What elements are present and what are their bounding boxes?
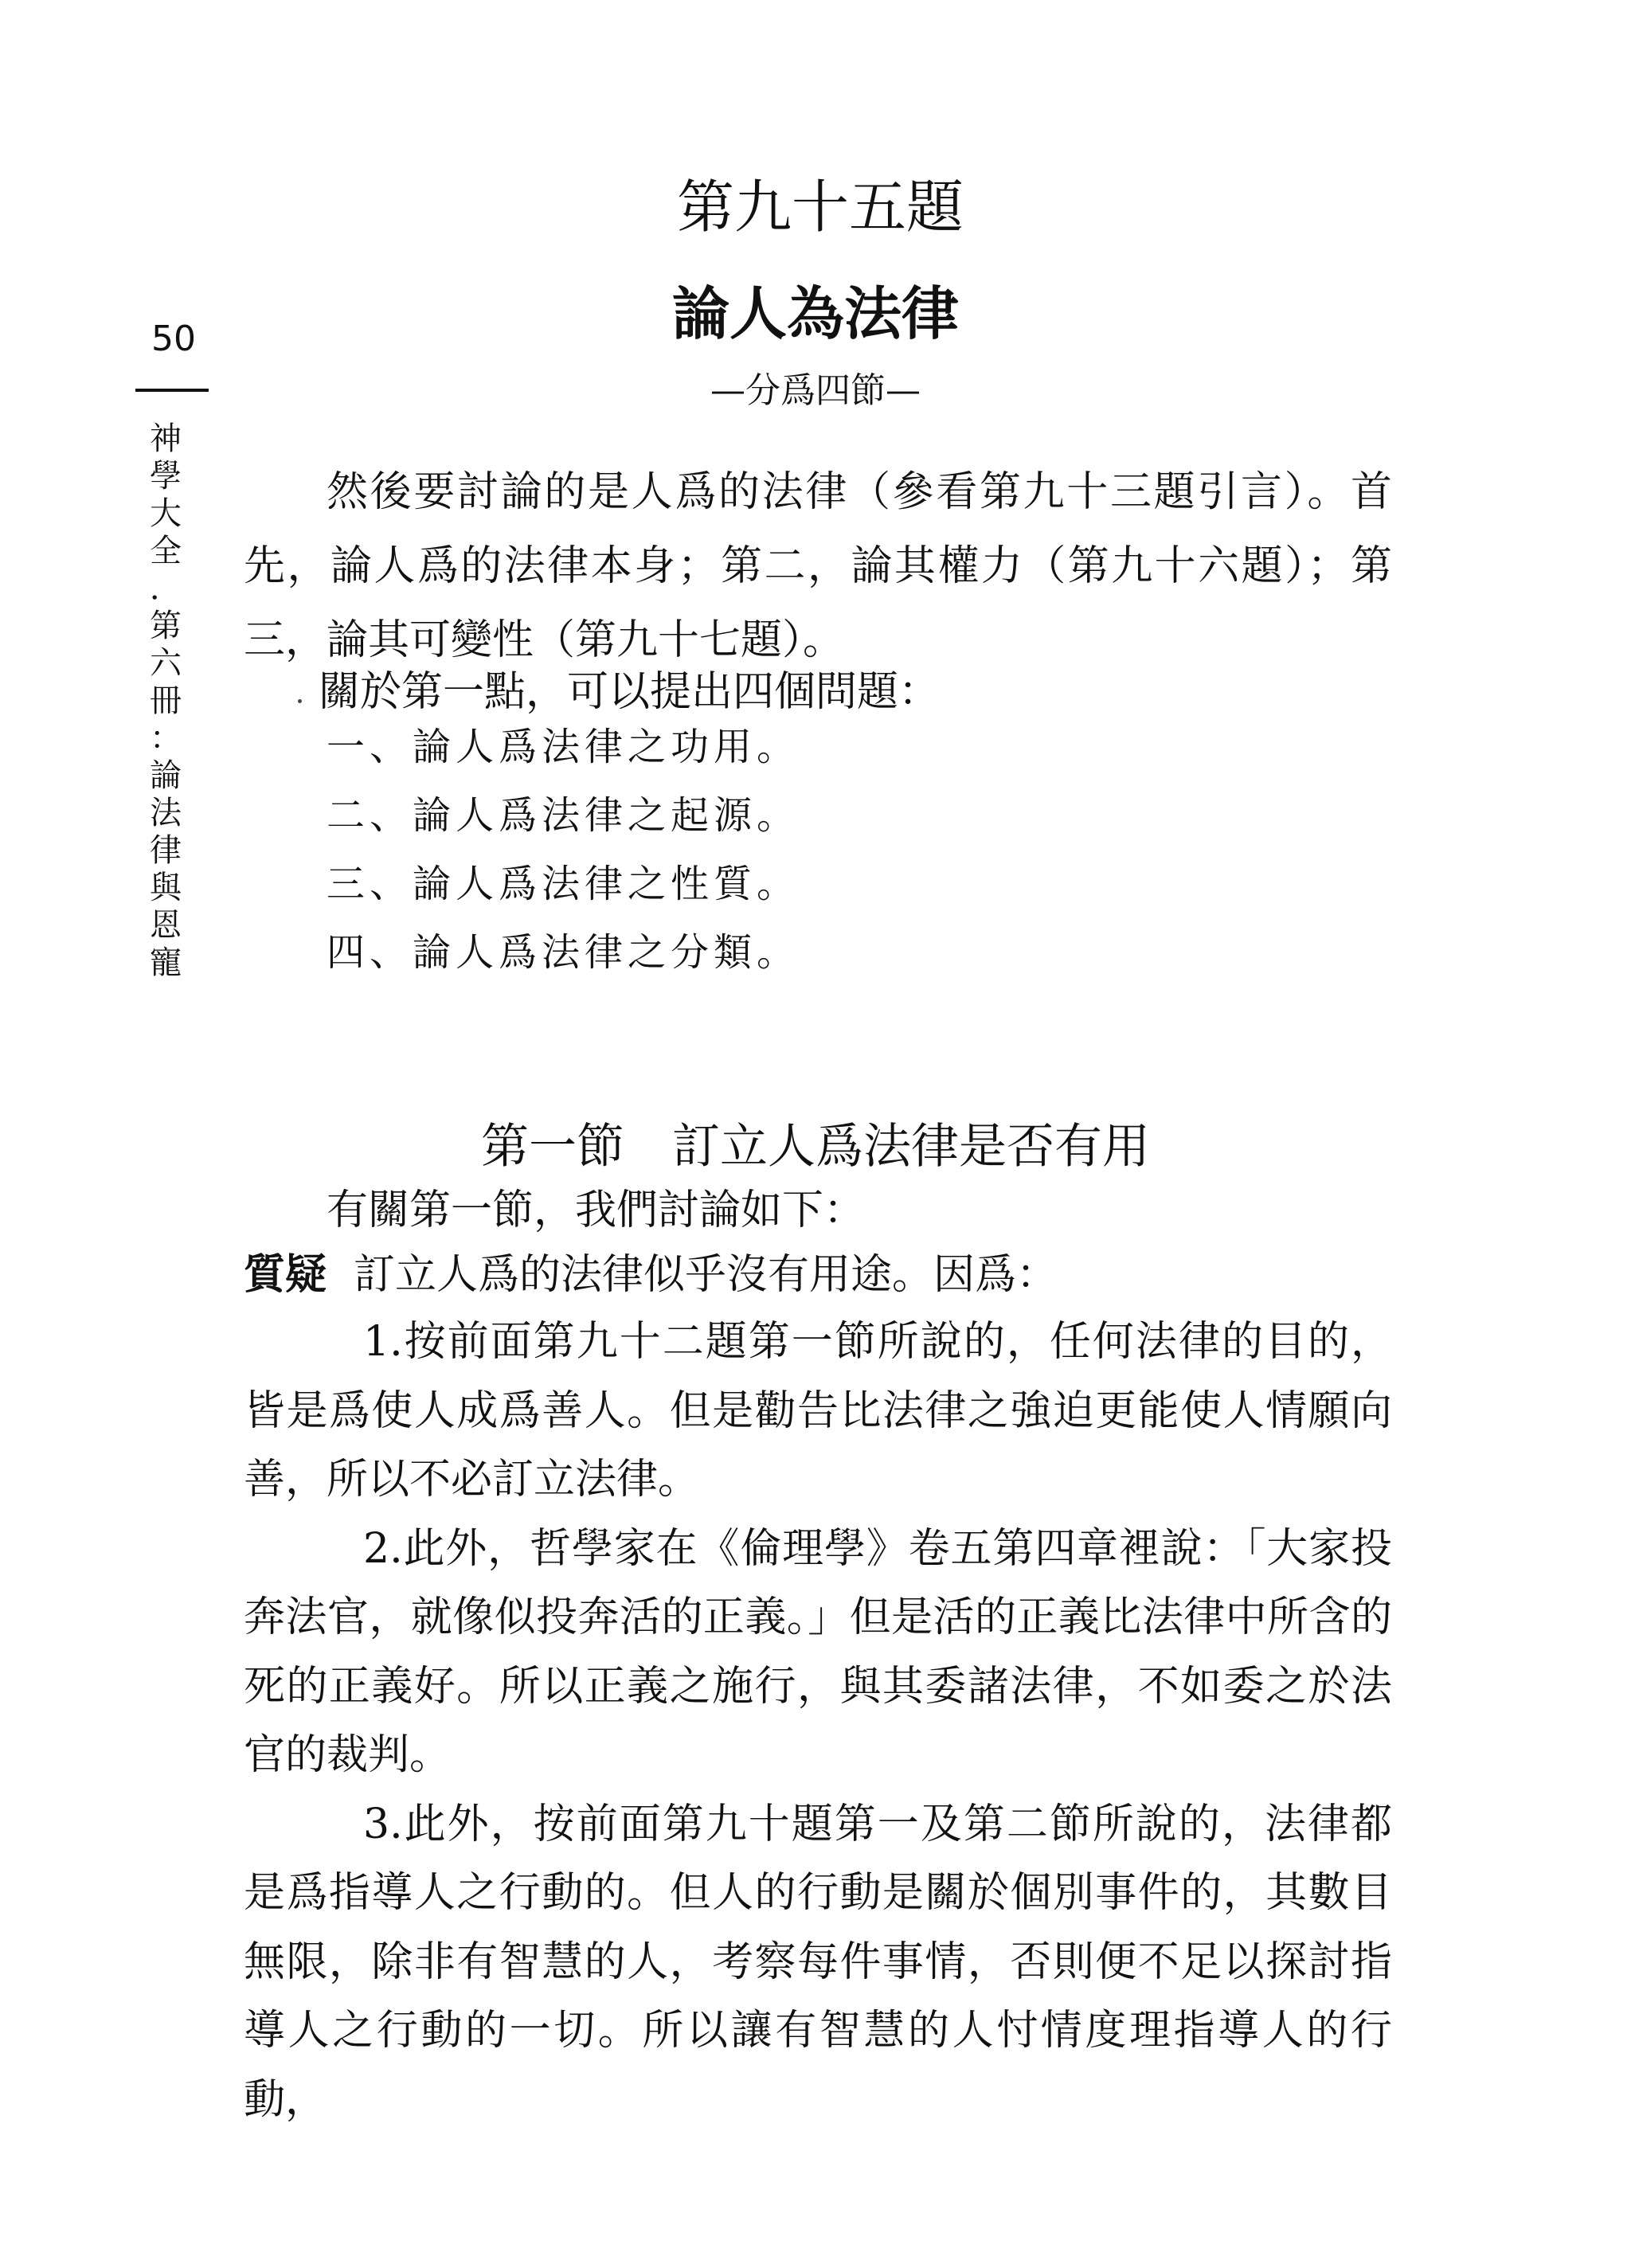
list-item: 二、論人爲法律之起源。: [327, 793, 800, 838]
question-number: 第九十五題: [676, 174, 964, 240]
intro-lead: 關於第一點，可以提出四個問題：: [319, 668, 941, 716]
points-list: [327, 713, 800, 987]
running-title-char: 恩: [150, 907, 182, 944]
running-title-char: 論: [150, 757, 182, 794]
list-item: 四、論人爲法律之分類。: [327, 930, 800, 975]
running-title-char: ：: [150, 720, 182, 757]
running-title-char: 學: [150, 458, 182, 495]
running-title-char: 六: [150, 645, 182, 682]
division-note: —分爲四節—: [710, 370, 921, 411]
article-title: 第一節 訂立人爲法律是否有用: [481, 1119, 1150, 1175]
running-title-char: 律: [150, 832, 182, 869]
print-speck: [298, 699, 302, 703]
article-intro: 有關第一節，我們討論如下：: [327, 1187, 866, 1234]
running-title-char: 與: [150, 870, 182, 906]
objection-paragraph: 1.按前面第九十二題第一節所說的，任何法律的目的，皆是爲使人成爲善人。但是勸告比法律之強迫更能使人情願向善，所以不必訂立法律。: [244, 1318, 1392, 1504]
page-number: 50: [151, 319, 196, 359]
running-title-char: 大: [150, 495, 182, 532]
objection-paragraph: 2.此外，哲學家在《倫理學》卷五第四章裡說：「大家投奔法官，就像似投奔活的正義。」但是活的正義比法律中所含的死的正義好。所以正義之施行，與其委諸法律，不如委之於法官的裁判。: [244, 1524, 1392, 1779]
question-title: 論人為法律: [671, 280, 959, 347]
running-title-char: 第: [150, 608, 182, 644]
running-title-char: 寵: [150, 944, 182, 981]
objection-text: 訂立人爲的法律似乎沒有用途。因爲：: [354, 1251, 1058, 1299]
running-title-char: 冊: [150, 682, 182, 719]
objection-label: 質疑: [244, 1251, 327, 1299]
running-title-char: 全: [150, 533, 182, 569]
list-item: 一、論人爲法律之功用。: [327, 725, 800, 769]
objection-line: [244, 1242, 1058, 1308]
running-title: [134, 420, 198, 982]
objections-body: [244, 1308, 1392, 2134]
list-item: 三、論人爲法律之性質。: [327, 862, 800, 906]
running-title-char: 神: [150, 420, 182, 457]
intro-paragraph: 然後要討論的是人爲的法律（參看第九十三題引言）。首先，論人爲的法律本身；第二，論其權力（第九十六題）；第三，論其可變性（第九十七題）。: [244, 468, 1392, 664]
running-title-char: 法: [150, 795, 182, 831]
intro-section: [244, 456, 1392, 678]
objection-paragraph: 3.此外，按前面第九十題第一及第二節所說的，法律都是爲指導人之行動的。但人的行動是關於個別事件的，其數目無限，除非有智慧的人，考察每件事情，否則便不足以探討指導人之行動的一切。所以讓有智慧的人忖情度理指導人的行動，: [244, 1800, 1392, 2124]
running-title-char: ．: [150, 570, 182, 607]
